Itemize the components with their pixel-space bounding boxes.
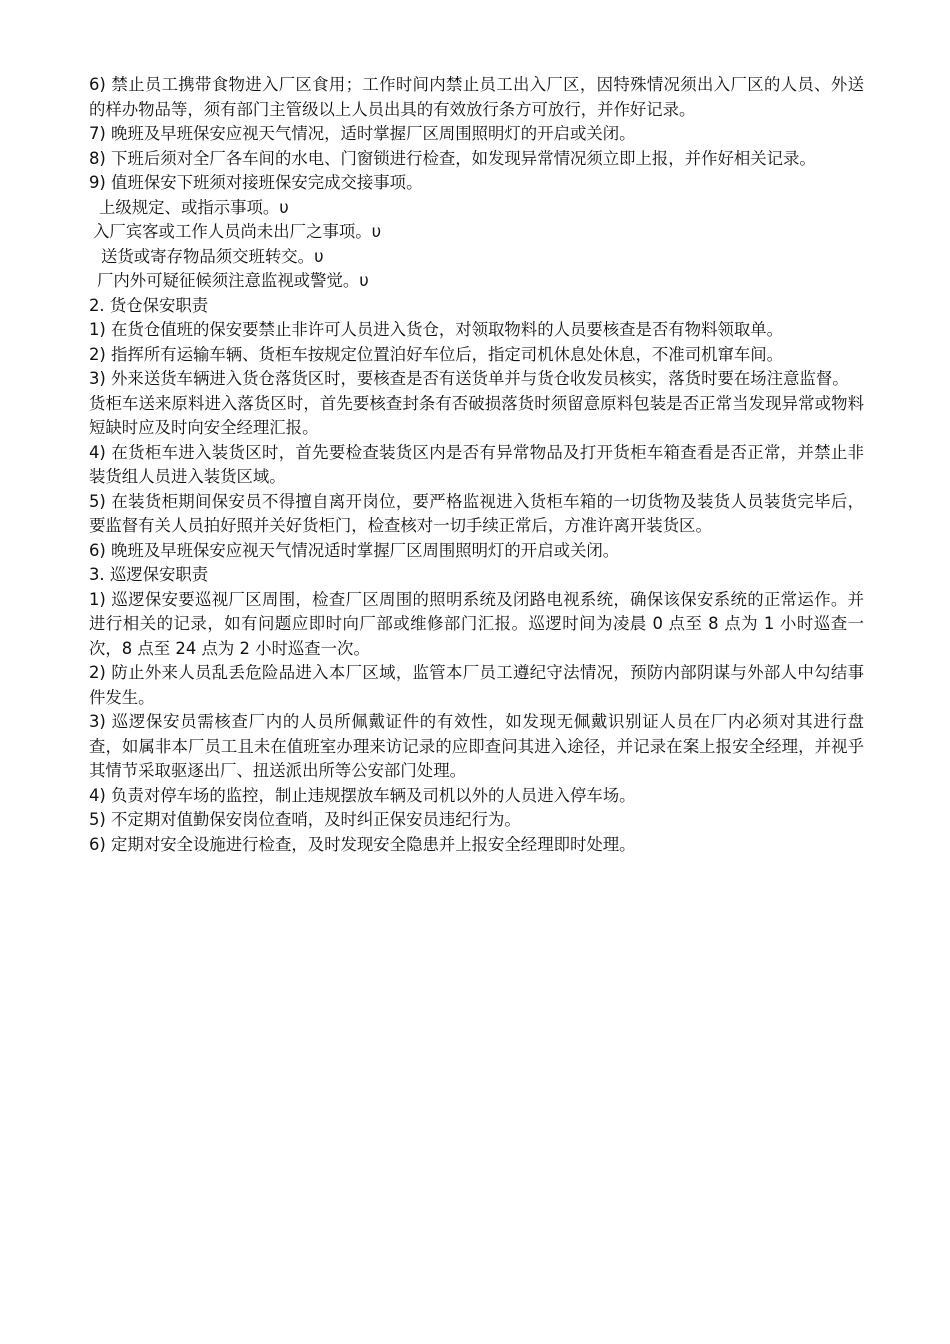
handover-item-2: 入厂宾客或工作人员尚未出厂之事项。υ [93, 222, 382, 241]
rule-item-9: 9) 值班保安下班须对接班保安完成交接事项。 [89, 173, 423, 192]
handover-item-1: 上级规定、或指示事项。υ [99, 197, 289, 217]
patrol-item-6: 6) 定期对安全设施进行检查，及时发现安全隐患并上报安全经理即时处理。 [89, 834, 636, 854]
warehouse-item-4: 4) 在货柜车进入装货区时，首先要检查装货区内是否有异常物品及打开货柜车箱查看是否正常，并禁止非装货组人员进入装货区域。 [89, 442, 864, 486]
patrol-item-5: 5) 不定期对值勤保安岗位查哨，及时纠正保安员违纪行为。 [89, 810, 521, 829]
warehouse-item-5: 5) 在装货柜期间保安员不得擅自离开岗位，要严格监视进入货柜车箱的一切货物及装货人员装货完毕后，要监督有关人员拍好照并关好货柜门，检查核对一切手续正常后，方准许离开装货区。 [89, 491, 864, 535]
rule-item-6: 6) 禁止员工携带食物进入厂区食用；工作时间内禁止员工出入厂区，因特殊情况须出入厂区的人员、外送的样办物品等，须有部门主管级以上人员出具的有效放行条方可放行，并作好记录。 [89, 75, 864, 119]
rule-item-8: 8) 下班后须对全厂各车间的水电、门窗锁进行检查，如发现异常情况须立即上报，并作好相关记录。 [89, 148, 816, 168]
patrol-item-1: 1) 巡逻保安要巡视厂区周围，检查厂区周围的照明系统及闭路电视系统，确保该保安系统的正常运作。并进行相关的记录，如有问题应即时向厂部或维修部门汇报。巡逻时间为凌晨 0 点至 8 点为 1 小时巡查一次，8 点至 24 点为 2 小时巡查一次。 [89, 589, 864, 658]
rule-item-7: 7) 晚班及早班保安应视天气情况，适时掌握厂区周围照明灯的开启或关闭。 [89, 124, 636, 143]
warehouse-paragraph: 货柜车送来原料进入落货区时，首先要核查封条有否破损落货时须留意原料包装是否正常当发现异常或物料短缺时应及时向安全经理汇报。 [89, 393, 864, 437]
patrol-item-4: 4) 负责对停车场的监控，制止违规摆放车辆及司机以外的人员进入停车场。 [89, 785, 636, 805]
patrol-item-3: 3) 巡逻保安员需核查厂内的人员所佩戴证件的有效性，如发现无佩戴识别证人员在厂内必须对其进行盘查，如属非本厂员工且未在值班室办理来访记录的应即查问其进入途径，并记录在案上报安全经理，并视乎其情节采取驱逐出厂、扭送派出所等公安部门处理。 [89, 712, 864, 780]
warehouse-item-1: 1) 在货仓值班的保安要禁止非许可人员进入货仓，对领取物料的人员要核查是否有物料领取单。 [89, 320, 784, 339]
patrol-item-2: 2) 防止外来人员乱丢危险品进入本厂区域，监管本厂员工遵纪守法情况，预防内部阴谋与外部人中勾结事件发生。 [89, 663, 864, 707]
warehouse-item-2: 2) 指挥所有运输车辆、货柜车按规定位置泊好车位后，指定司机休息处休息，不准司机窜车间。 [89, 344, 784, 364]
section-heading-warehouse: 2. 货仓保安职责 [89, 295, 209, 315]
warehouse-item-6: 6) 晚班及早班保安应视天气情况适时掌握厂区周围照明灯的开启或关闭。 [89, 540, 620, 560]
handover-item-4: 厂内外可疑征候须注意监视或警觉。υ [97, 271, 369, 290]
handover-item-3: 送货或寄存物品须交班转交。υ [101, 246, 324, 266]
document-body [89, 73, 864, 857]
section-heading-patrol: 3. 巡逻保安职责 [89, 565, 209, 584]
warehouse-item-3: 3) 外来送货车辆进入货仓落货区时，要核查是否有送货单并与货仓收发员核实，落货时要在场注意监督。 [89, 369, 849, 388]
